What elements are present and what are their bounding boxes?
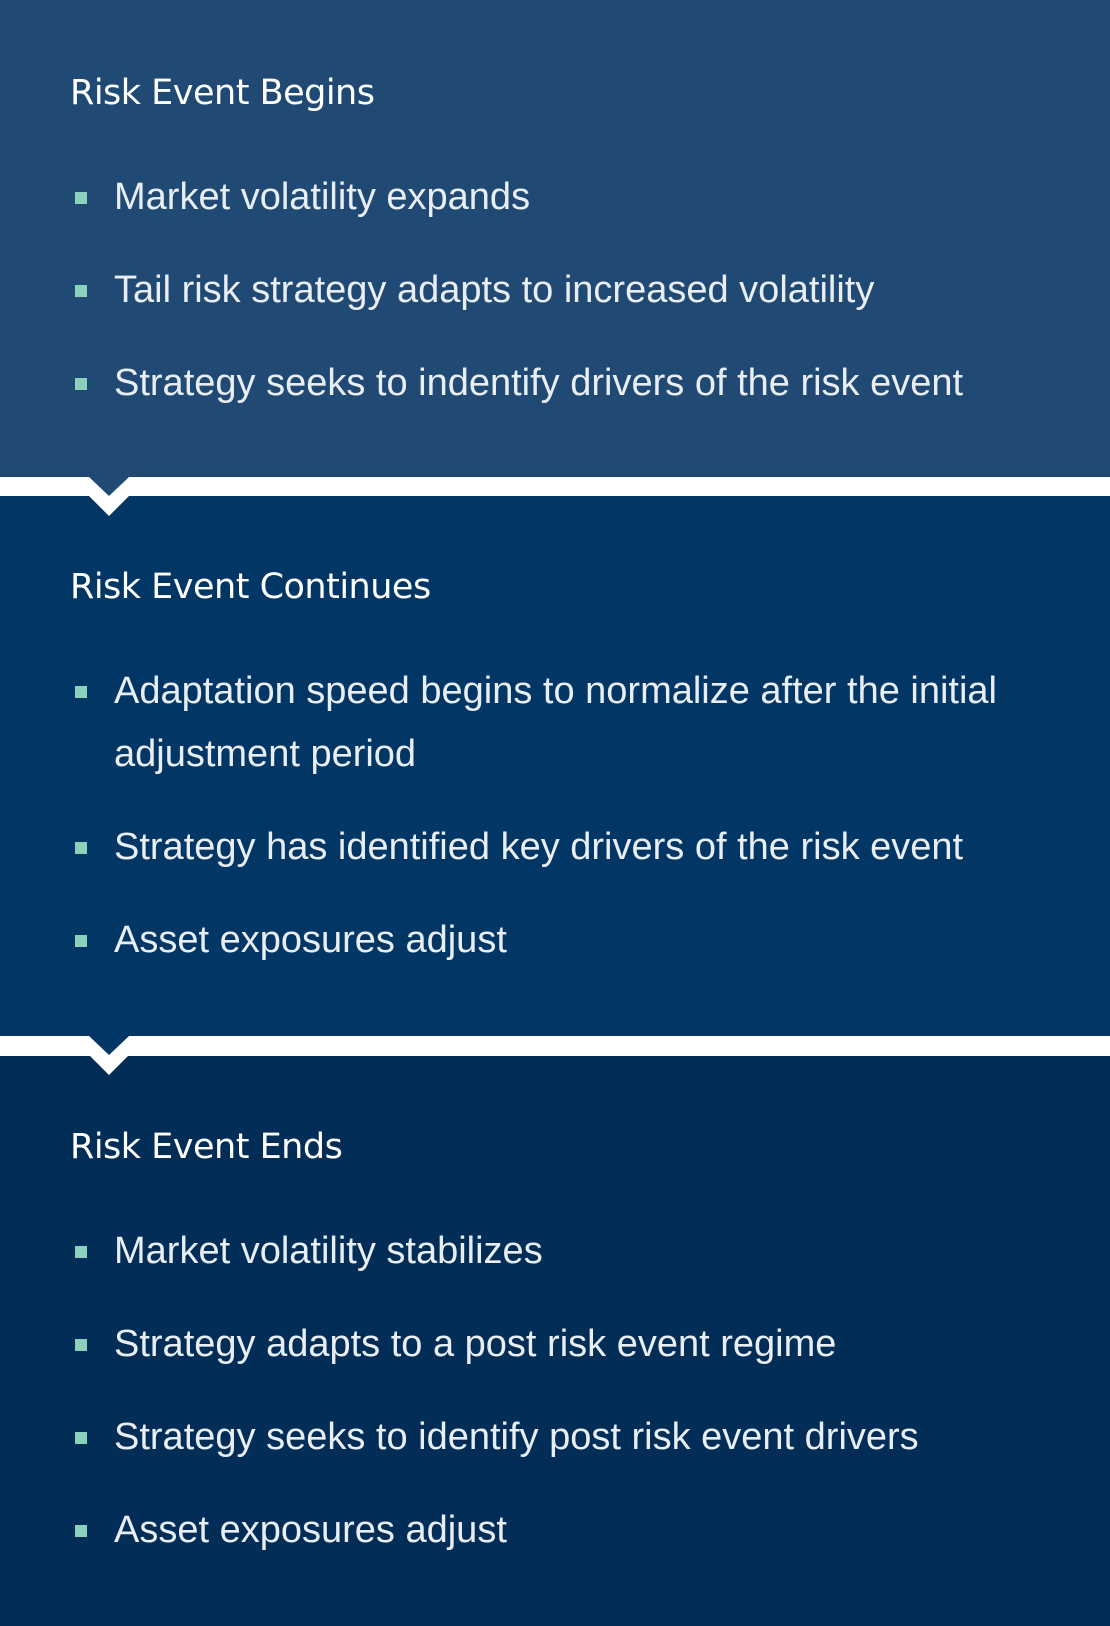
panel-title: Risk Event Ends <box>70 1127 343 1167</box>
list-item <box>70 909 1030 972</box>
square-bullet-icon <box>75 1432 87 1444</box>
bullet-list <box>70 166 1030 445</box>
square-bullet-icon <box>75 1246 87 1258</box>
square-bullet-icon <box>75 686 87 698</box>
square-bullet-icon <box>75 1339 87 1351</box>
bullet-text: Strategy seeks to identify post risk event drivers <box>114 1416 919 1458</box>
square-bullet-icon <box>75 1525 87 1537</box>
list-item <box>70 352 1030 415</box>
list-item <box>70 166 1030 229</box>
bullet-text: Strategy has identified key drivers of the risk event <box>114 826 964 868</box>
list-item <box>70 259 1030 322</box>
bullet-text: Strategy adapts to a post risk event regime <box>114 1323 837 1365</box>
square-bullet-icon <box>75 285 87 297</box>
bullet-list <box>70 660 1030 1002</box>
bullet-text: Strategy seeks to indentify drivers of the risk event <box>114 362 964 404</box>
risk-event-begins-panel <box>0 0 1110 477</box>
list-item <box>70 1499 1030 1562</box>
bullet-text: Asset exposures adjust <box>114 1509 507 1551</box>
bullet-text: Market volatility stabilizes <box>114 1230 543 1272</box>
bullet-text: Market volatility expands <box>114 176 531 218</box>
list-item <box>70 816 1030 879</box>
square-bullet-icon <box>75 842 87 854</box>
list-item <box>70 660 1030 786</box>
bullet-list <box>70 1220 1030 1592</box>
bullet-text: Asset exposures adjust <box>114 919 507 961</box>
bullet-text: Adaptation speed begins to normalize after the initial adjustment period <box>114 670 997 775</box>
list-item <box>70 1220 1030 1283</box>
square-bullet-icon <box>75 192 87 204</box>
risk-event-ends-panel <box>0 1056 1110 1626</box>
panel-title: Risk Event Continues <box>70 567 431 607</box>
chevron-down-icon <box>70 477 148 516</box>
square-bullet-icon <box>75 935 87 947</box>
list-item <box>70 1313 1030 1376</box>
risk-event-continues-panel <box>0 496 1110 1036</box>
list-item <box>70 1406 1030 1469</box>
chevron-down-icon <box>70 1036 148 1075</box>
bullet-text: Tail risk strategy adapts to increased volatility <box>114 269 875 311</box>
panel-title: Risk Event Begins <box>70 73 375 113</box>
square-bullet-icon <box>75 378 87 390</box>
